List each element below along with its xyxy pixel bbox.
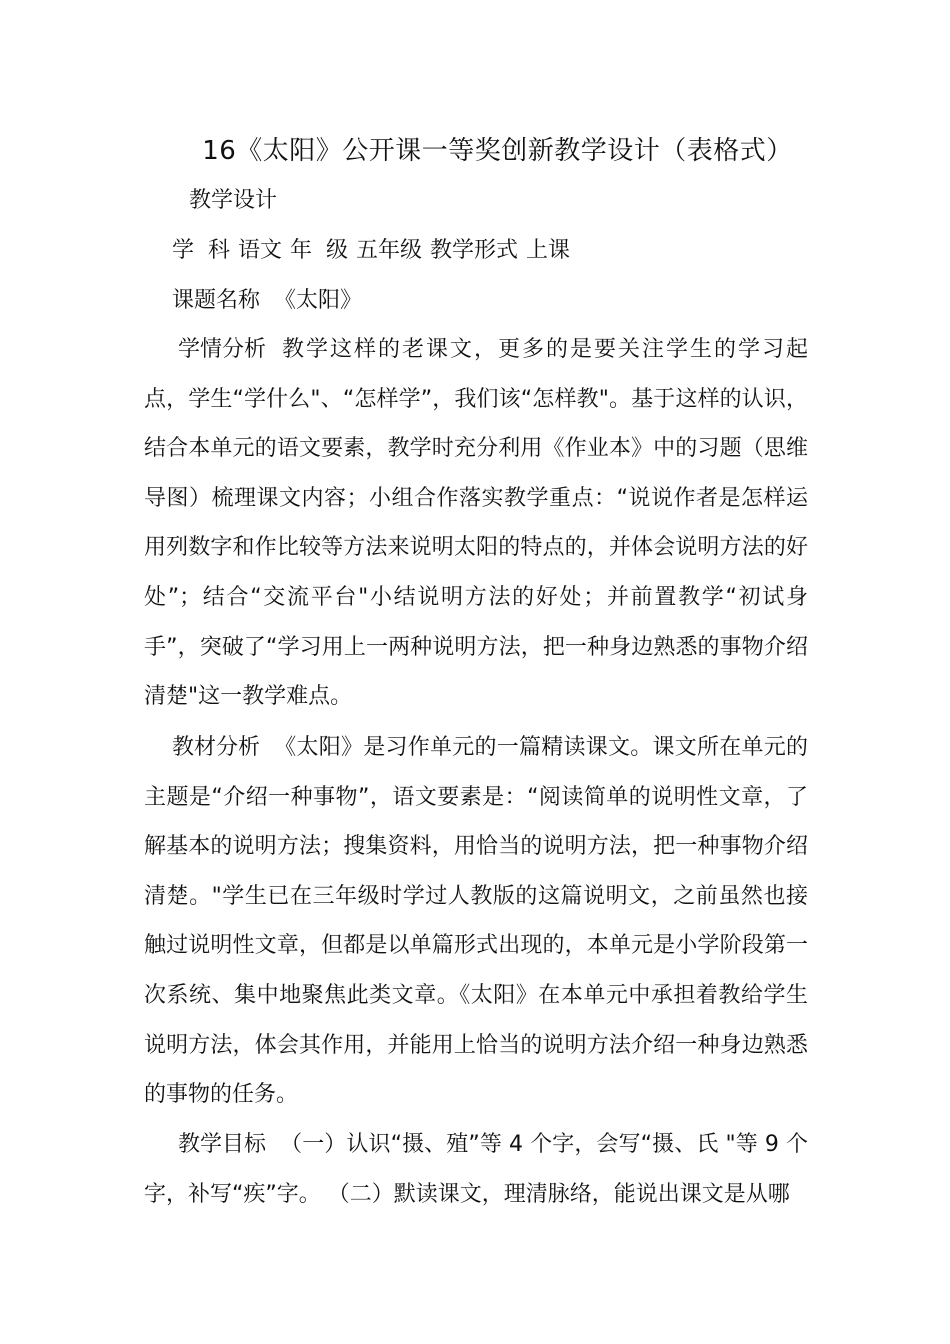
section-heading: 教学设计 [189, 188, 278, 213]
lesson-meta-row [172, 236, 570, 266]
subject-value: 语文 [238, 238, 283, 263]
analysis-paragraph [144, 325, 808, 722]
material-paragraph [144, 723, 808, 1120]
material-text: 《太阳》是习作单元的一篇精读课文。课文所在单元的主题是“介绍一种事物”，语文要素是：“阅读简单的说明性文章，了解基本的说明方法；搜集资料，用恰当的说明方法，把一种事物介绍清楚。"学生已在三年级时学过人教版的这篇说明文，之前虽然也接触过说明性文章，但都是以单篇形式出现的，本单元是小学阶段第一次系统、集中地聚焦此类文章。《太阳》在本单元中承担着教给学生说明方法，体会其作用，并能用上恰当的说明方法介绍一种身边熟悉的事物的任务。 [144, 735, 808, 1108]
subject-label: 学 科 [172, 238, 230, 263]
grade-value: 五年级 [356, 238, 423, 263]
form-label: 教学形式 [430, 238, 519, 263]
form-value: 上课 [526, 238, 571, 263]
analysis-label: 学情分析 [178, 337, 267, 362]
goals-paragraph [144, 1120, 808, 1219]
document-title: 16《太阳》公开课一等奖创新教学设计（表格式） [202, 136, 793, 166]
lesson-value: 《太阳》 [274, 288, 363, 313]
goals-label: 教学目标 [178, 1132, 267, 1157]
analysis-text: 教学这样的老课文，更多的是要关注学生的学习起点，学生“学什么"、“怎样学”，我们该“怎样教"。基于这样的认识，结合本单元的语文要素，教学时充分利用《作业本》中的习题（思维导图）梳理课文内容；小组合作落实教学重点：“说说作者是怎样运用列数字和作比较等方法来说明太阳的特点的，并体会说明方法的好处”；结合“交流平台"小结说明方法的好处；并前置教学“初试身手”，突破了“学习用上一两种说明方法，把一种身边熟悉的事物介绍清楚"这一教学难点。 [144, 337, 808, 710]
lesson-title-row [172, 286, 362, 316]
material-label: 教材分析 [172, 735, 261, 760]
grade-label: 年 级 [290, 238, 349, 263]
lesson-label: 课题名称 [172, 288, 261, 313]
goals-text: （一）认识“摄、殖”等 4 个字，会写“摄、氏 "等 9 个字，补写“疾”字。 （二）默读课文，理清脉络，能说出课文是从哪 [144, 1132, 808, 1207]
